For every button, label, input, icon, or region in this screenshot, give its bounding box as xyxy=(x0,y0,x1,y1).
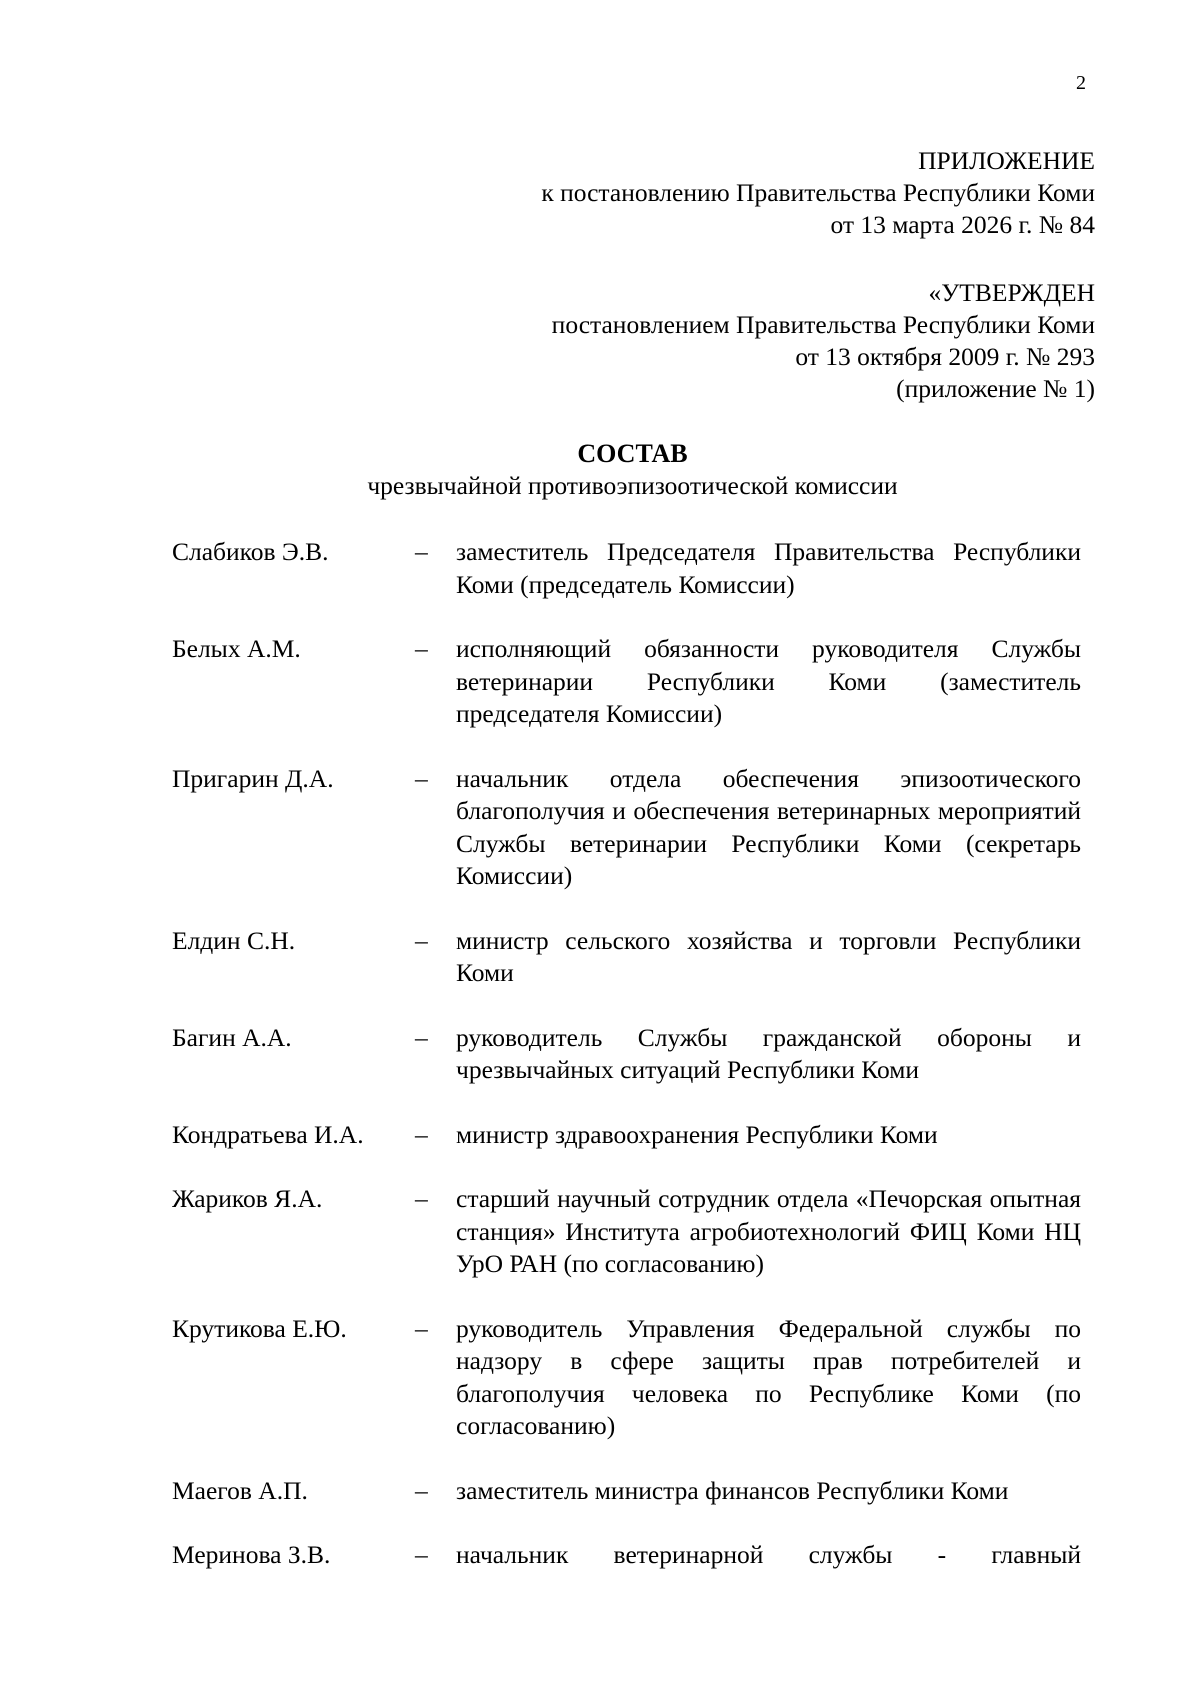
member-entry xyxy=(172,1475,1081,1508)
member-dash: – xyxy=(415,925,428,955)
member-dash: – xyxy=(415,763,428,793)
member-name: Крутикова Е.Ю. xyxy=(172,1313,347,1343)
member-dash: – xyxy=(415,1313,428,1343)
approval-line: «УТВЕРЖДЕН xyxy=(928,278,1095,307)
member-dash: – xyxy=(415,1119,428,1149)
member-role: начальник ветеринарной службы - главный xyxy=(456,1540,1081,1569)
member-role: министр здравоохранения Республики Коми xyxy=(456,1119,938,1149)
member-dash: – xyxy=(415,1475,428,1505)
member-role: министр сельского хозяйства и торговли Республики Коми xyxy=(456,925,1081,987)
member-role: руководитель Управления Федеральной службы по надзору в сфере защиты прав потребителей и благополучия человека по Республике Коми (по согласованию) xyxy=(456,1313,1081,1440)
member-dash: – xyxy=(415,634,428,663)
member-name: Маегов А.П. xyxy=(172,1475,308,1505)
member-name: Жариков Я.А. xyxy=(172,1184,323,1213)
member-entry xyxy=(172,536,1081,601)
member-role: заместитель министра финансов Республики Коми xyxy=(456,1475,1009,1505)
member-name: Меринова З.В. xyxy=(172,1540,331,1569)
appendix-line: ПРИЛОЖЕНИЕ xyxy=(918,146,1095,175)
approval-line: от 13 октября 2009 г. № 293 xyxy=(795,342,1095,371)
member-dash: – xyxy=(415,537,428,566)
approval-line: постановлением Правительства Республики Коми xyxy=(551,310,1095,339)
document-subtitle: чрезвычайной противоэпизоотической комиссии xyxy=(367,471,898,500)
member-role: исполняющий обязанности руководителя Службы ветеринарии Республики Коми (заместитель председателя Комиссии) xyxy=(456,634,1081,728)
members-list xyxy=(172,536,1081,1604)
member-role: руководитель Службы гражданской обороны и чрезвычайных ситуаций Республики Коми xyxy=(456,1022,1081,1084)
member-role: заместитель Председателя Правительства Республики Коми (председатель Комиссии) xyxy=(456,537,1081,599)
member-entry xyxy=(172,763,1081,893)
appendix-line: к постановлению Правительства Республики Коми xyxy=(541,178,1095,207)
member-dash: – xyxy=(415,1184,428,1213)
member-entry xyxy=(172,633,1081,731)
member-entry xyxy=(172,1022,1081,1087)
approval-line: (приложение № 1) xyxy=(896,374,1095,403)
approval-header xyxy=(552,277,1095,405)
page-number: 2 xyxy=(1076,72,1086,94)
member-entry xyxy=(172,925,1081,990)
member-name: Белых А.М. xyxy=(172,634,301,663)
member-entry xyxy=(172,1313,1081,1443)
member-entry xyxy=(172,1119,1081,1152)
member-role: начальник отдела обеспечения эпизоотического благополучия и обеспечения ветеринарных мероприятий Службы ветеринарии Республики Коми (секретарь Комиссии) xyxy=(456,763,1081,890)
member-name: Слабиков Э.В. xyxy=(172,537,329,566)
member-name: Елдин С.Н. xyxy=(172,925,296,955)
member-entry xyxy=(172,1183,1081,1281)
member-name: Багин А.А. xyxy=(172,1022,292,1052)
member-name: Пригарин Д.А. xyxy=(172,763,334,793)
document-title: СОСТАВ xyxy=(577,439,688,468)
appendix-header xyxy=(541,145,1095,241)
member-dash: – xyxy=(415,1540,428,1569)
member-role: старший научный сотрудник отдела «Печорская опытная станция» Института агробиотехнологий ФИЦ Коми НЦ УрО РАН (по согласованию) xyxy=(456,1184,1081,1278)
member-dash: – xyxy=(415,1022,428,1052)
appendix-line: от 13 марта 2026 г. № 84 xyxy=(830,210,1095,239)
member-name: Кондратьева И.А. xyxy=(172,1119,364,1149)
member-entry xyxy=(172,1539,1081,1572)
